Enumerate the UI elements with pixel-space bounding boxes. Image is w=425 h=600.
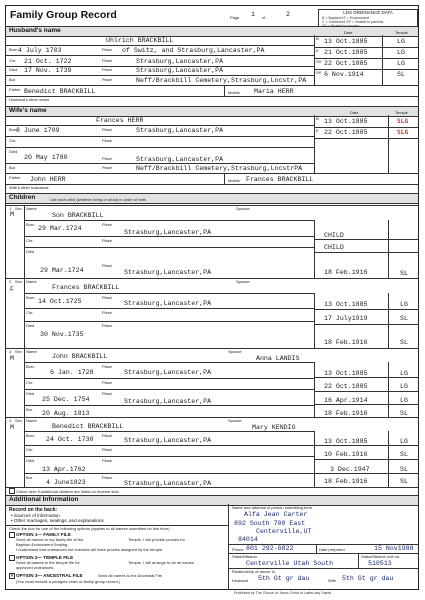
submitter-address-2: Centerville,UT: [256, 528, 312, 535]
child-3-ord-ss-date: 16 Apr.1914: [324, 397, 368, 404]
page-of-label: of: [262, 15, 266, 20]
option-2-checkbox[interactable]: [9, 555, 15, 561]
child-3-born-place: Strasburg,Lancaster,PA: [124, 369, 212, 376]
husband-ord-b-temple: LG: [397, 38, 405, 45]
husband-father: Benedict BRACKBILL: [24, 88, 96, 95]
page-total: 2: [286, 11, 290, 18]
wife-rel-label: Wife: [328, 578, 336, 583]
wife-bur-label: Bur.: [9, 165, 17, 170]
child-2-ord-sp-temple: SL: [400, 339, 408, 346]
husband-chr-place: Strasburg,Lancaster,PA: [136, 58, 224, 65]
child-1-died-place: Strasburg,Lancaster,PA: [124, 269, 212, 276]
option-2-temple-note: Temple. I will arrange to do all names: [128, 560, 195, 565]
wife-chr-place-label: Place: [102, 138, 113, 143]
child-2-ord-sp-date: 18 Feb.1916: [324, 339, 368, 346]
lds-ordinance-title: LDS ORDINANCE DATA: [343, 10, 393, 15]
option-1-sub: Baptism Endowment Sealing: [16, 542, 68, 547]
child-1-born-place: Strasburg,Lancaster,PA: [124, 229, 212, 236]
wife-ord-e-date: 22 Oct.1885: [324, 129, 368, 136]
wife-ord-b-temple-mark: SLG: [397, 118, 409, 125]
wife-other-husbands-label: Wife's other husbands: [9, 185, 49, 190]
child-1-ord-e-date: CHILD: [324, 244, 344, 251]
husband-born-label: Born: [9, 47, 18, 52]
husband-born-date: 4 July 1703: [18, 47, 62, 54]
child-4-ord-e-temple: SL: [400, 451, 408, 458]
option-3-checkbox[interactable]: ✕: [10, 573, 14, 578]
submitter-stake: Centerville Utah South: [246, 560, 334, 567]
husband-bur-place-label: Place: [102, 77, 113, 82]
husband-rel-label: Husband: [232, 578, 249, 583]
option-2-label: OPTION 2— TEMPLE FILE: [16, 555, 74, 560]
child-1-sex: M: [10, 211, 14, 218]
check-note: Check the box for one of the following options (applies to all names submitted on this form): [9, 526, 170, 531]
option-3-sub: (You must include a pedigree chart or family group record.): [16, 579, 121, 584]
husband-ord-sp-temple: SL: [397, 71, 405, 78]
submitter-address-1: 892 South 700 East: [234, 520, 306, 527]
option-1-note: I understand that ordinances not checked will have proxies assigned by the temple.: [16, 547, 164, 552]
child-1-name: Son BRACKBILL: [52, 212, 104, 219]
husband-born-place: of Switz, and Strasburg,Lancaster,PA: [122, 47, 265, 54]
husband-died-place-label: Place: [102, 67, 113, 72]
husband-chr-date: 21 Oct. 1722: [24, 58, 72, 65]
child-2-ord-b-date: 13 Oct.1885: [324, 301, 368, 308]
child-3-ord-sp-date: 18 Feb.1916: [324, 410, 368, 417]
husband-date-header: Date: [344, 30, 353, 35]
husband-section-bar: [6, 26, 418, 37]
child-4-name: Benedict BRACKBILL: [52, 423, 124, 430]
husband-ord-ss-temple: LG: [397, 60, 405, 67]
phone-label: Phone: [232, 547, 244, 552]
child-3-bur-date: 20 Aug. 1813: [42, 410, 90, 417]
additional-section-title: Additional Information: [9, 496, 79, 503]
wife-mother: Frances BRACKBILL: [246, 176, 314, 183]
submitter-name-label: Name and address of person submitting form: [232, 505, 313, 510]
wife-born-place-label: Place: [102, 127, 113, 132]
husband-chr-label: Chr.: [9, 58, 17, 63]
child-3-sex: M: [10, 355, 14, 362]
wife-date-header: Date: [350, 110, 359, 115]
wife-died-place: Strasburg,Lancaster,PA: [136, 156, 224, 163]
footer-publisher: Published by The Church of Jesus Christ of Latter-day Saints: [234, 591, 332, 595]
husband-temple-header: Temple: [395, 30, 408, 35]
child-3-died-date: 25 Dec. 1754: [42, 396, 90, 403]
child-4-bur-place: Strasburg,Lancaster,PA: [124, 480, 212, 487]
child-1-ord-sp-temple: SL: [400, 270, 408, 277]
option-2-text: Send all names to the temple file for: [16, 560, 80, 565]
child-4-ord-b-date: 13 Oct.1885: [324, 438, 368, 445]
child-2-ord-e-temple: SL: [400, 315, 408, 322]
wife-mother-label: Mother: [228, 178, 241, 183]
page-label: Page: [230, 15, 240, 20]
record-item-other: • Other marriages, sealings, and explanations: [11, 518, 104, 523]
child-3-spouse: Anna LANDIS: [256, 355, 300, 362]
husband-chr-place-label: Place: [102, 58, 113, 63]
wife-father: John HERR: [30, 176, 66, 183]
page-number: 1: [251, 11, 255, 18]
wife-born-label: Born: [9, 127, 18, 132]
wife-relationship: 5th Gt gr dau: [342, 575, 394, 582]
children-section-title: Children: [9, 194, 36, 201]
option-1-label: OPTION 1— FAMILY FILE: [16, 532, 71, 537]
option-1-text: Send all names to my family file at the: [16, 537, 84, 542]
husband-other-wives-label: Husband's other wives: [9, 97, 50, 102]
lds-code-line-1: B = Baptized E = Endowment: [322, 16, 369, 20]
submitter-phone: 801 292-6822: [246, 545, 294, 552]
child-4-ord-sp-date: 18 Feb.1916: [324, 478, 368, 485]
husband-ord-sp-date: 6 Nov.1914: [324, 71, 364, 78]
child-4-born-place: Strasburg,Lancaster,PA: [124, 437, 212, 444]
child-1-died-date: 29 Mar.1724: [40, 267, 84, 274]
husband-ord-b-date: 13 Oct.1885: [324, 38, 368, 45]
wife-died-place-label: Place: [102, 156, 113, 161]
husband-bur-label: Bur.: [9, 77, 17, 82]
wife-bur-place-label: Place: [102, 165, 113, 170]
child-4-ord-ss-temple: SL: [400, 466, 408, 473]
husband-died-date: 17 Nov. 1739: [24, 67, 72, 74]
wife-born-place: Strasburg,Lancaster,PA: [136, 127, 224, 134]
child-3-number: 3: [9, 349, 12, 354]
child-2-name: Frances BRACKBILL: [52, 284, 120, 291]
husband-died-label: Died: [9, 67, 18, 72]
child-4-spouse: Mary KENDIG: [252, 424, 296, 431]
husband-died-place: Strasburg,Lancaster,PA: [136, 67, 224, 74]
wife-ord-e-temple-mark: SLG: [397, 129, 409, 136]
child-3-ord-e-date: 22 Oct.1885: [324, 383, 368, 390]
child-3-died-place: Strasburg,Lancaster,PA: [124, 398, 212, 405]
form-title: Family Group Record: [10, 9, 117, 21]
wife-bur-place: Neff/Brackbill Cemetery,Strasburg,LncstrPA: [136, 165, 303, 172]
wife-born-date: 8 June 1709: [16, 127, 60, 134]
child-4-ord-e-date: 10 Feb.1916: [324, 451, 368, 458]
children-section-subtitle: List each child (whether living or dead) in order of birth: [50, 197, 147, 202]
child-4-number: 4: [9, 418, 12, 423]
husband-relationship: 5th Gt gr dau: [258, 575, 310, 582]
child-4-bur-date: 4 June1823: [46, 479, 86, 486]
child-3-ord-b-date: 13 Oct.1885: [324, 370, 368, 377]
child-1-ord-b-date: CHILD: [324, 232, 344, 239]
wife-chr-label: Chr.: [9, 138, 17, 143]
husband-mother: Maria HERR: [254, 88, 294, 95]
child-2-died-date: 30 Nov.1735: [40, 331, 84, 338]
stake-label: Stake/Mission: [232, 554, 257, 559]
husband-bur-place: Neff/Brackbill Cemetery,Strasburg,Lncstr,PA: [136, 77, 307, 84]
more-children-note: Check here if additional children are listed on reverse side.: [16, 489, 120, 494]
husband-name: Uhlrich BRACKBILL: [106, 37, 174, 44]
child-3-ord-ss-temple: LG: [400, 397, 408, 404]
record-item-sources: • Sources of information: [11, 513, 60, 518]
wife-died-date: 20 May 1780: [24, 154, 68, 161]
child-4-born-date: 24 Oct. 1730: [46, 436, 94, 443]
unit-label: Stake/Mission unit no.: [361, 554, 401, 559]
child-3-born-date: 6 Jan. 1728: [50, 369, 94, 376]
option-1-checkbox[interactable]: [9, 532, 15, 538]
submitter-unit: 510513: [368, 560, 392, 567]
child-3-ord-e-temple: LG: [400, 383, 408, 390]
husband-section-title: Husband's name: [9, 27, 61, 34]
child-4-ord-sp-temple: SL: [400, 478, 408, 485]
child-2-ord-e-date: 17 July1919: [324, 315, 368, 322]
option-3-text: Send all names to the Ancestral File.: [98, 573, 163, 578]
wife-died-label: Died: [9, 149, 18, 154]
child-3-name: John BRACKBILL: [52, 353, 108, 360]
date-prepared-label: Date prepared: [319, 547, 345, 552]
submitter-name: Alfa Jean Carter: [244, 511, 308, 518]
submitter-zip: 84014: [238, 536, 258, 543]
child-4-died-date: 13 Apr.1762: [42, 466, 86, 473]
option-1-temple-note: Temple. I will provide proxies for: [128, 537, 185, 542]
husband-ord-ss-date: 22 Oct.1885: [324, 60, 368, 67]
family-group-record-form: Family Group Record Page 1 of 2 LDS ORDINANCE DATA B = Baptized E = Endowment C = Confirmed SP = Sealed to parents Husband's name Date Temple Uhlrich BRACKBILL Born 4 July 1703 Place of Switz, and Strasburg,Lancaster,PA Chr. 21 Oct. 1722 Place Strasburg,Lancaster,PA Died 17 Nov. 1739 Place Strasburg,Lancaster,PA Bur. Place Neff/Brackbill Cemetery,Strasburg,Lncstr,PA Father Benedict BRACKBILL Mother Maria HERR Husband's other wives B 13 Oct.1885 LG E 21 Oct.1885 LG SS 22 Oct.1885 LG SP 6 Nov.1914 SL Wife's name Date Temple Frances HERR Born 8 June 1709 Place Strasburg,Lancaster,PA Chr. Place Died 20 May 1780 Place Strasburg,Lancaster,PA Bur. Place Neff/Brackbill Cemetery,Strasburg,LncstrPA Father John HERR Mother Frances BRACKBILL Wife's other husbands B 13 Oct.1885 SLG E 22 Oct.1885 SLG Children List each child (whether living or dead) in order of birth 1 Sex M Name Son BRACKBILL Spouse Born 29 Mar.1724 Place Strasburg,Lancaster,PA Chr. Place Died 29 Mar.1724 Place Strasburg,Lancaster,PA CHILD CHILD 18 Feb.1916 SL 2 Sex F Name Frances BRACKBILL Spouse Born 14 Oct.1725 Place Strasburg,Lancaster,PA Chr. Place Died 30 Nov.1735 Place 13 Oct.1885 LG 17 July1919 SL 18 Feb.1916 SL 3 Sex M Name John BRACKBILL Spouse Anna LANDIS Born 6 Jan. 1728 Place Strasburg,Lancaster,PA Chr. Place Died 25 Dec. 1754 Place Strasburg,Lancaster,PA Bur. 20 Aug. 1813 13 Oct.1885 LG 22 Oct.1885 LG 16 Apr.1914 LG 18 Feb.1916 SL 4 Sex M Name Benedict BRACKBILL Spouse Mary KENDIG Born 24 Oct. 1730 Place Strasburg,Lancaster,PA Chr. Place Died 13 Apr.1762 Place Bur. 4 June1823 Place Strasburg,Lancaster,PA 13 Oct.1885 LG 10 Feb.1916 SL 3 Dec.1947 SL 18 Feb.1916 SL Check here if additional children are listed on reverse side. Additional Information Record on the back: • Sources of information • Other marriages, sealings, and explanations Check the box for one of the following options (applies to all names submitted on this form) OPTION 1— FAMILY FILE Send all names to my family file at the Baptism Endowment Sealing I understand that ordinances not checked will have proxies assigned by the temple. Temple. I will provide proxies for OPTION 2— TEMPLE FILE Send all names to the temple file for approved ordinances. Temple. I will arrange to do all names ✕ OPTION 3— ANCESTRAL FILE Send all names to the Ancestral File. (You must include a pedigree chart or family group record.) Name and address of person submitting form Alfa Jean Carter 892 South 700 East Centerville,UT 84014 Phone 801 292-6822 Date prepared 15 Nov1988 Stake/Mission Centerville Utah South Stake/Mission unit no. 510513 Relationship of above to Husband 5th Gt gr dau Wife 5th Gt gr dau: [5, 5, 419, 590]
child-1-born-date: 29 Mar.1724: [38, 225, 82, 232]
more-children-checkbox[interactable]: [9, 488, 15, 494]
child-2-born-date: 14 Oct.1725: [38, 298, 82, 305]
wife-ord-b-date: 13 Oct.1885: [324, 118, 368, 125]
child-3-ord-sp-temple: SL: [400, 410, 408, 417]
child-1-number: 1: [9, 206, 12, 211]
husband-ord-e-date: 21 Oct.1885: [324, 49, 368, 56]
option-2-sub: approved ordinances.: [16, 565, 55, 570]
husband-born-place-label: Place: [102, 47, 113, 52]
child-4-ord-b-temple: LG: [400, 438, 408, 445]
husband-ord-e-temple: LG: [397, 49, 405, 56]
child-4-sex: M: [10, 424, 14, 431]
relationship-label: Relationship of above to: [232, 569, 275, 574]
child-2-born-place: Strasburg,Lancaster,PA: [124, 300, 212, 307]
record-on-back-title: Record on the back:: [9, 507, 58, 513]
wife-temple-header: Temple: [395, 110, 408, 115]
husband-father-label: Father: [9, 87, 21, 92]
child-4-ord-ss-date: 3 Dec.1947: [330, 466, 370, 473]
option-3-label: OPTION 3— ANCESTRAL FILE: [16, 573, 83, 578]
child-3-ord-b-temple: LG: [400, 370, 408, 377]
child-2-ord-b-temple: LG: [400, 301, 408, 308]
wife-father-label: Father: [9, 175, 21, 180]
child-2-number: 2: [9, 279, 12, 284]
date-prepared: 15 Nov1988: [374, 545, 414, 552]
wife-section-title: Wife's name: [9, 107, 47, 114]
wife-name: Frances HERR: [96, 117, 144, 124]
husband-mother-label: Mother: [228, 90, 241, 95]
child-2-sex: F: [10, 286, 14, 293]
child-1-ord-sp-date: 18 Feb.1916: [324, 269, 368, 276]
lds-code-line-2: C = Confirmed SP = Sealed to parents: [322, 20, 384, 24]
